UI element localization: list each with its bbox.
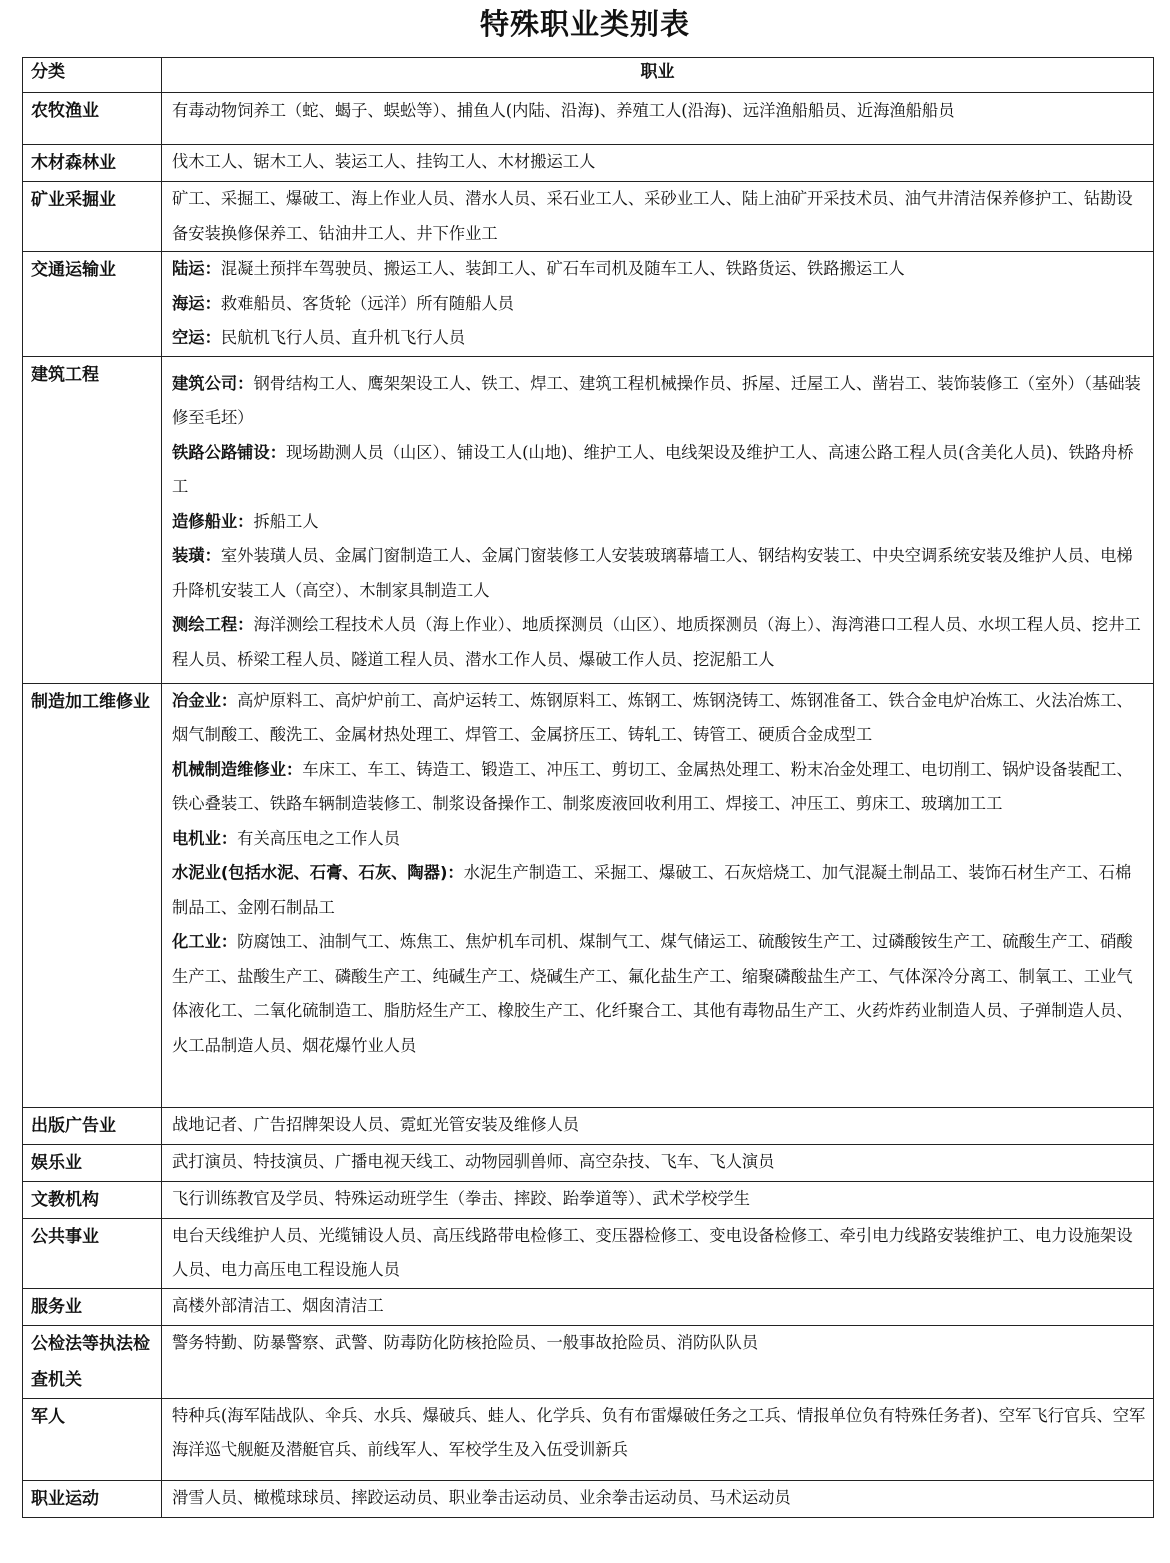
table-row: [23, 1181, 1154, 1218]
subcategory-entry: [172, 753, 1146, 822]
subcategory-label: 冶金业: [172, 690, 221, 710]
table-row: [23, 356, 1154, 683]
subcategory-label: 机械制造维修业: [172, 759, 286, 779]
occupation-cell: 有毒动物饲养工（蛇、蝎子、蜈蚣等）、捕鱼人(内陆、沿海)、养殖工人(沿海)、远洋渔船船员、近海渔船船员: [162, 93, 1154, 145]
subcategory-text: 拆船工人: [253, 511, 319, 531]
occupation-cell: 高楼外部清洁工、烟囱清洁工: [162, 1288, 1154, 1325]
occupation-cell: 伐木工人、锯木工人、装运工人、挂钩工人、木材搬运工人: [162, 145, 1154, 182]
table-row: [23, 1218, 1154, 1288]
subcategory-entry: [172, 436, 1146, 505]
subcategory-label: 海运: [172, 293, 205, 313]
subcategory-label: 造修船业: [172, 511, 238, 531]
page-title: 特殊职业类别表: [479, 7, 690, 41]
subcategory-colon: ：: [237, 373, 254, 393]
subcategory-colon: ：: [204, 293, 221, 313]
subcategory-label: 测绘工程: [172, 615, 238, 634]
table-row: [23, 145, 1154, 182]
subcategory-label: 电机业: [172, 828, 221, 848]
subcategory-colon: ：: [285, 759, 303, 779]
subcategory-text: 室外装璜人员、金属门窗制造工人、金属门窗装修工人安装玻璃幕墙工人、钢结构安装工、中央空调系统安装及维护人员、电梯升降机安装工人（高空）、木制家具制造工人: [172, 546, 1133, 600]
subcategory-text: 混凝土预拌车驾驶员、搬运工人、装卸工人、矿石车司机及随车工人、铁路货运、铁路搬运工人: [220, 259, 905, 278]
subcategory-colon: ：: [447, 863, 464, 882]
category-cell: 矿业采掘业: [23, 182, 162, 252]
subcategory-label: 化工业: [172, 932, 221, 951]
occupation-table: [22, 57, 1154, 1518]
subcategory-label: 建筑公司: [172, 373, 238, 393]
category-cell: 公检法等执法检查机关: [23, 1325, 162, 1398]
category-cell: 农牧渔业: [23, 93, 162, 145]
table-row: [23, 1144, 1154, 1181]
category-cell: 服务业: [23, 1288, 162, 1325]
table-row: [23, 1398, 1154, 1480]
subcategory-colon: ：: [204, 259, 221, 278]
table-row: [23, 252, 1154, 357]
subcategory-text: 救难船员、客货轮（远洋）所有随船人员: [220, 293, 514, 313]
subcategory-colon: ：: [204, 328, 221, 347]
subcategory-text: 现场勘测人员（山区）、铺设工人(山地)、维护工人、电线架设及维护工人、高速公路工程人员(含美化人员)、铁路舟桥工: [172, 442, 1134, 496]
occupation-cell: 武打演员、特技演员、广播电视天线工、动物园驯兽师、高空杂技、飞车、飞人演员: [162, 1144, 1154, 1181]
subcategory-entry: [172, 287, 1146, 322]
subcategory-label: 陆运: [172, 259, 205, 278]
category-cell: 职业运动: [23, 1480, 162, 1517]
subcategory-text: 海洋测绘工程技术人员（海上作业）、地质探测员（山区）、地质探测员（海上）、海湾港口工程人员、水坝工程人员、挖井工程人员、桥梁工程人员、隧道工程人员、潜水工作人员、爆破工作人员、挖泥船工人: [172, 615, 1141, 669]
subcategory-entry: [172, 539, 1146, 608]
occupation-cell: 特种兵(海军陆战队、伞兵、水兵、爆破兵、蛙人、化学兵、负有布雷爆破任务之工兵、情报单位负有特殊任务者)、空军飞行官兵、空军海洋巡弋舰艇及潜艇官兵、前线军人、军校学生及入伍受训新兵: [162, 1398, 1154, 1480]
subcategory-label: 铁路公路铺设: [172, 442, 270, 462]
subcategory-text: 水泥生产制造工、采掘工、爆破工、石灰焙烧工、加气混凝土制品工、装饰石材生产工、石棉制品工、金刚石制品工: [172, 863, 1132, 917]
subcategory-entry: [172, 505, 1146, 540]
subcategory-colon: ：: [237, 511, 254, 531]
occupation-cell: 电台天线维护人员、光缆铺设人员、高压线路带电检修工、变压器检修工、变电设备检修工、牵引电力线路安装维护工、电力设施架设人员、电力高压电工程设施人员: [162, 1218, 1154, 1288]
category-cell: 制造加工维修业: [23, 683, 162, 1107]
table-row: [23, 93, 1154, 145]
subcategory-colon: ：: [220, 690, 238, 710]
table-row: [23, 1480, 1154, 1517]
subcategory-text: 有关高压电之工作人员: [237, 828, 400, 848]
subcategory-entry: [172, 608, 1146, 677]
subcategory-colon: ：: [269, 442, 286, 462]
table-row: [23, 1107, 1154, 1144]
category-cell: 文教机构: [23, 1181, 162, 1218]
subcategory-text: 民航机飞行人员、直升机飞行人员: [220, 328, 466, 347]
subcategory-label: 空运: [172, 328, 205, 347]
subcategory-text: 钢骨结构工人、鹰架架设工人、铁工、焊工、建筑工程机械操作员、拆屋、迁屋工人、凿岩工、装饰装修工（室外）（基础装修至毛坯）: [172, 373, 1141, 427]
subcategory-colon: ：: [204, 546, 221, 565]
category-cell: 娱乐业: [23, 1144, 162, 1181]
occupation-cell: [162, 356, 1154, 683]
occupation-cell: 飞行训练教官及学员、特殊运动班学生（拳击、摔跤、跆拳道等）、武术学校学生: [162, 1181, 1154, 1218]
subcategory-colon: ：: [220, 828, 238, 848]
subcategory-colon: ：: [220, 932, 238, 951]
table-row: [23, 182, 1154, 252]
subcategory-label: 装璜: [172, 546, 205, 565]
category-cell: 交通运输业: [23, 252, 162, 357]
occupation-cell: 警务特勤、防暴警察、武警、防毒防化防核抢险员、一般事故抢险员、消防队队员: [162, 1325, 1154, 1398]
subcategory-label: 水泥业(包括水泥、石膏、石灰、陶器): [172, 863, 448, 882]
subcategory-entry: [172, 856, 1146, 925]
occupation-cell: 滑雪人员、橄榄球球员、摔跤运动员、职业拳击运动员、业余拳击运动员、马术运动员: [162, 1480, 1154, 1517]
subcategory-colon: ：: [237, 615, 254, 634]
subcategory-entry: [172, 822, 1146, 857]
header-occupation: 职业: [162, 58, 1154, 93]
header-category: 分类: [23, 58, 162, 93]
table-row: [23, 683, 1154, 1107]
subcategory-entry: [172, 367, 1146, 436]
subcategory-entry: [172, 684, 1146, 753]
occupation-cell: 战地记者、广告招牌架设人员、霓虹光管安装及维修人员: [162, 1107, 1154, 1144]
subcategory-entry: [172, 321, 1146, 356]
category-cell: 出版广告业: [23, 1107, 162, 1144]
table-header-row: [23, 58, 1154, 93]
category-cell: 公共事业: [23, 1218, 162, 1288]
table-row: [23, 1288, 1154, 1325]
occupation-cell: [162, 683, 1154, 1107]
subcategory-entry: [172, 252, 1146, 287]
subcategory-text: 高炉原料工、高炉炉前工、高炉运转工、炼钢原料工、炼钢工、炼钢浇铸工、炼钢准备工、铁合金电炉冶炼工、火法冶炼工、烟气制酸工、酸洗工、金属材热处理工、焊管工、金属挤压工、铸轧工、铸管工、硬质合金成型工: [172, 690, 1133, 744]
category-cell: 军人: [23, 1398, 162, 1480]
occupation-cell: [162, 252, 1154, 357]
table-row: [23, 1325, 1154, 1398]
subcategory-text: 车床工、车工、铸造工、锻造工、冲压工、剪切工、金属热处理工、粉末冶金处理工、电切削工、锅炉设备装配工、铁心叠装工、铁路车辆制造装修工、制浆设备操作工、制浆废液回收利用工、焊接工、冲压工、剪床工、玻璃加工工: [172, 759, 1133, 813]
table-body: [23, 93, 1154, 1518]
subcategory-entry: [172, 925, 1146, 1063]
category-cell: 建筑工程: [23, 356, 162, 683]
subcategory-text: 防腐蚀工、油制气工、炼焦工、焦炉机车司机、煤制气工、煤气储运工、硫酸铵生产工、过磷酸铵生产工、硫酸生产工、硝酸生产工、盐酸生产工、磷酸生产工、纯碱生产工、烧碱生产工、氟化盐生产工、缩聚磷酸盐生产工、气体深冷分离工、制氧工、工业气体液化工、二氧化硫制造工、脂肪烃生产工、橡胶生产工、化纤聚合工、其他有毒物品生产工、火药炸药业制造人员、子弹制造人员、火工品制造人员、烟花爆竹业人员: [172, 932, 1133, 1055]
category-cell: 木材森林业: [23, 145, 162, 182]
occupation-cell: 矿工、采掘工、爆破工、海上作业人员、潜水人员、采石业工人、采砂业工人、陆上油矿开采技术员、油气井清洁保养修护工、钻勘设备安装换修保养工、钻油井工人、井下作业工: [162, 182, 1154, 252]
